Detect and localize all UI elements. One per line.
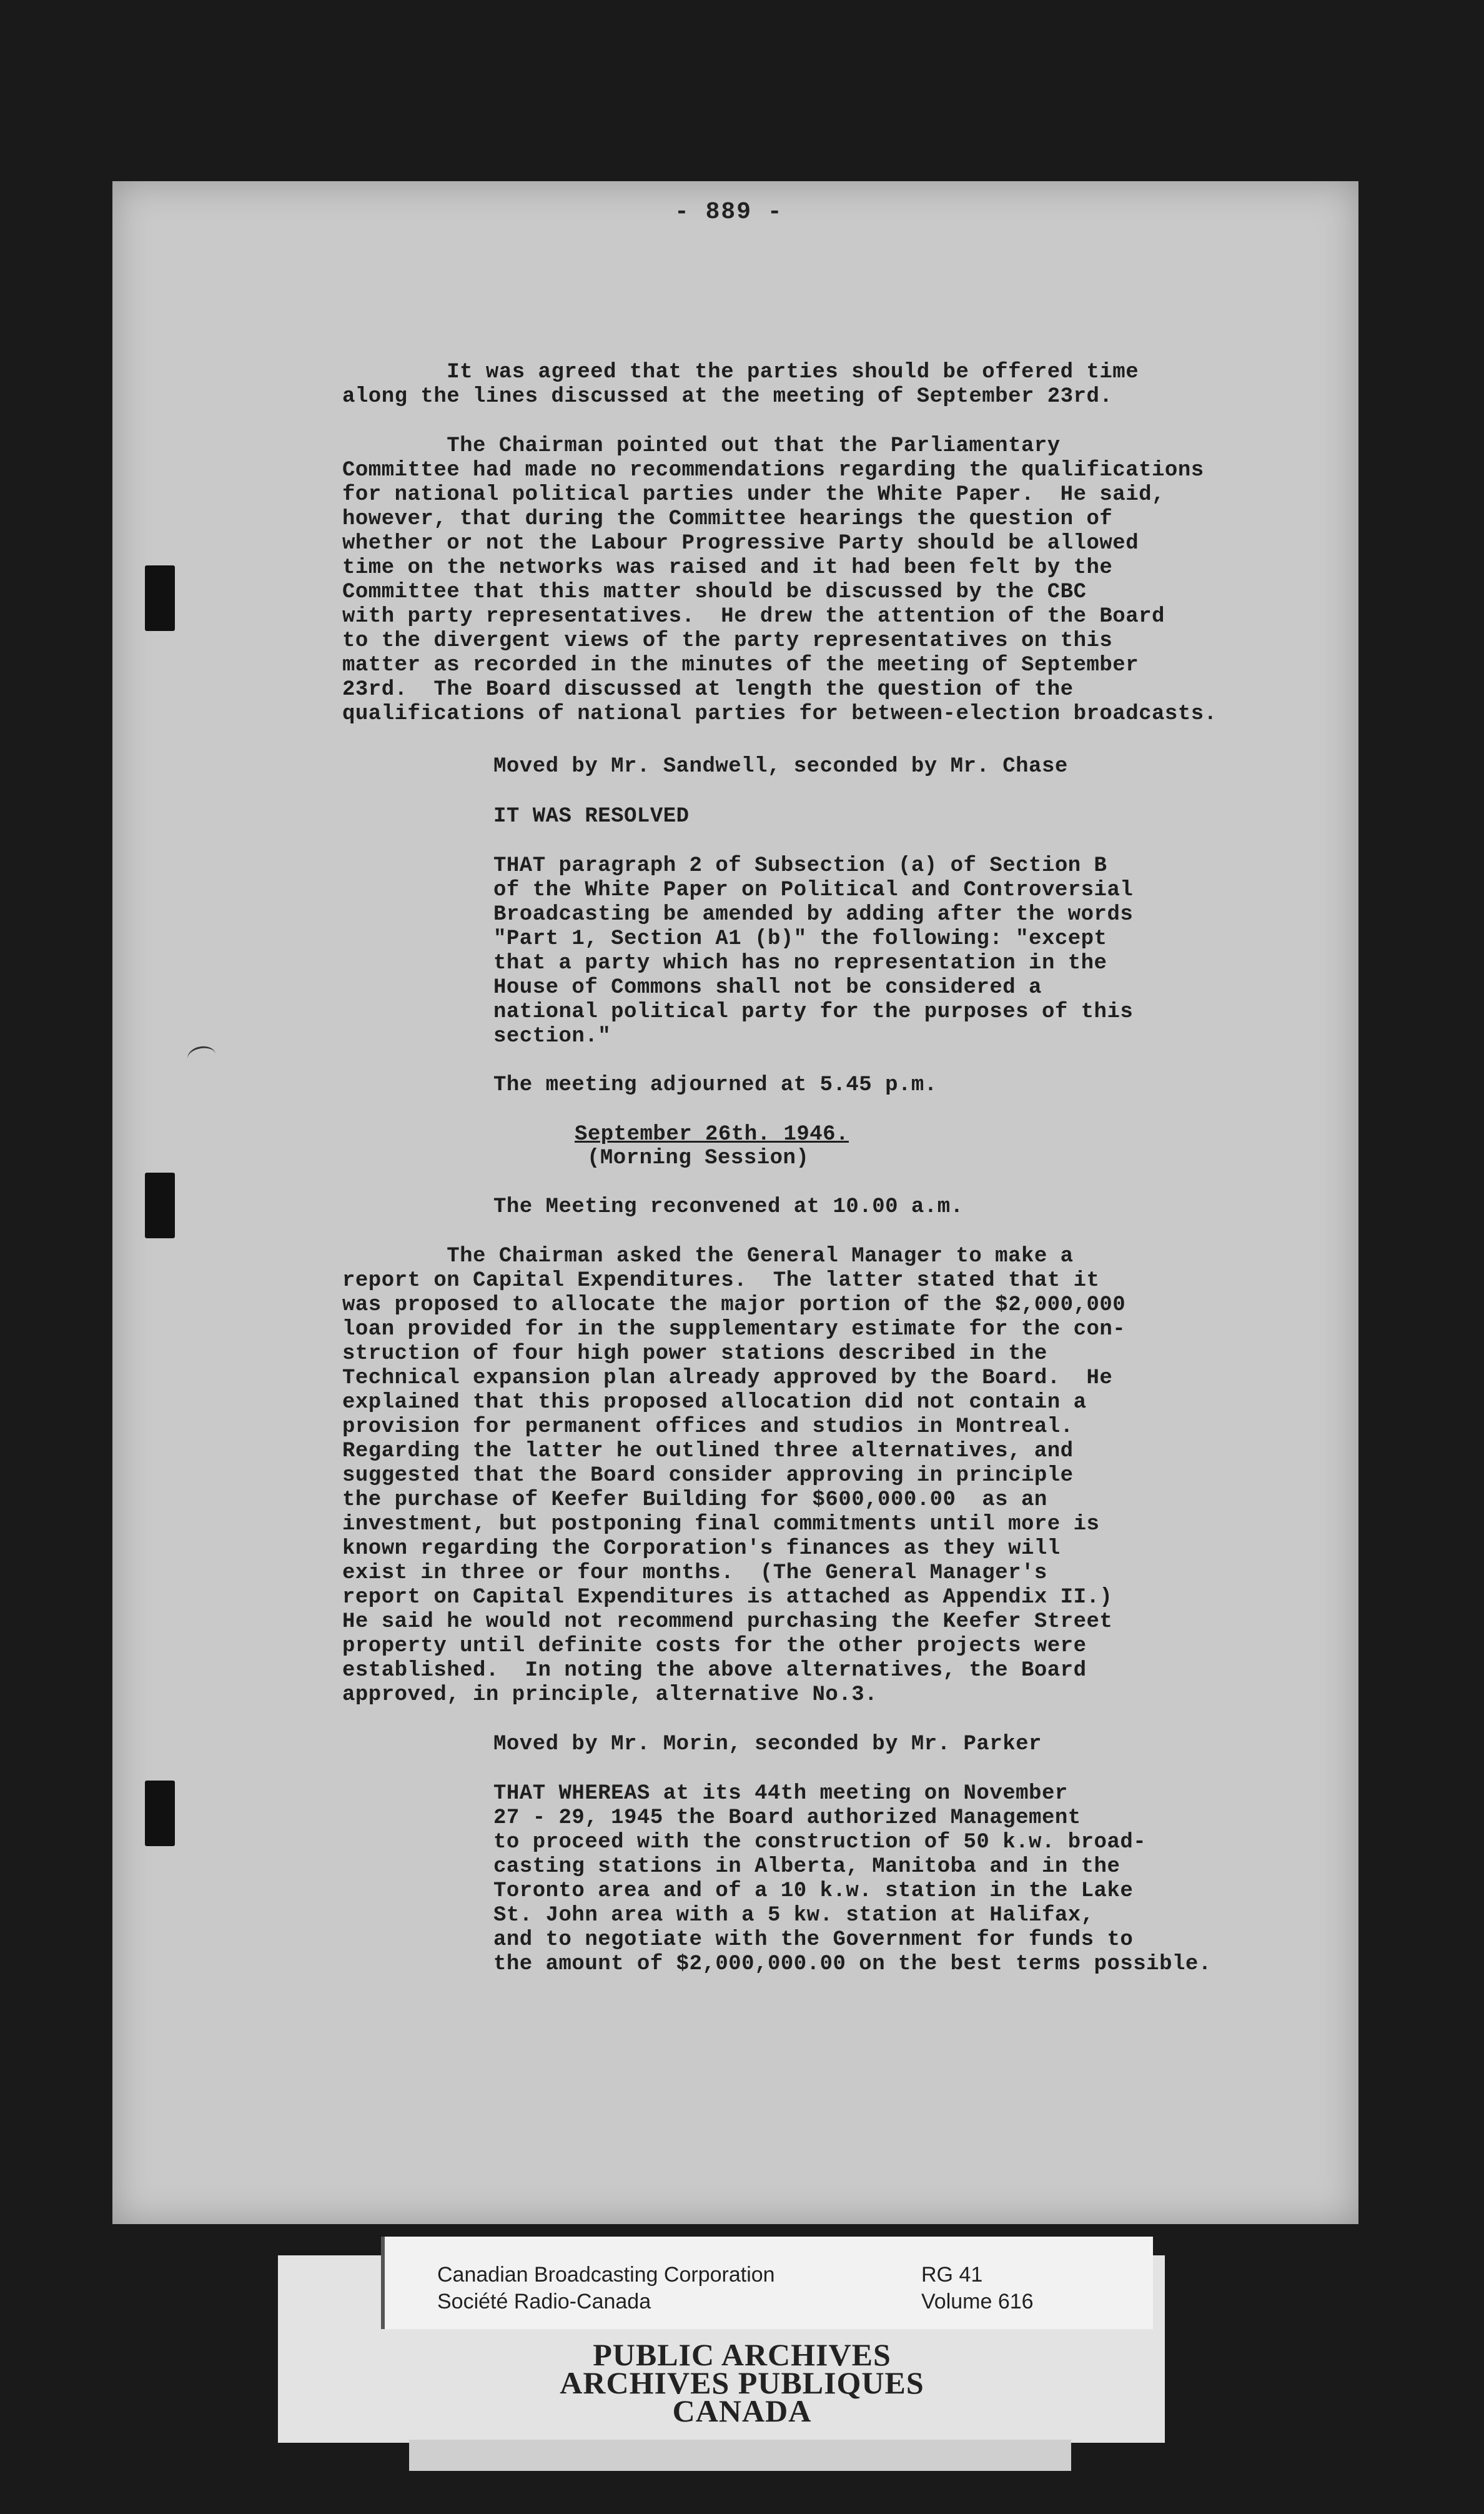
resolution-text: THAT paragraph 2 of Subsection (a) of Section B of the White Paper on Political and Controversial Broadcasting be amended by adding after the words "Part 1, Section A1 (b)" the following: "except that a party which has no representation in the House of Commons shall not be considered a national political party for the purposes of this section."	[493, 854, 1134, 1048]
page-number: - 889 -	[675, 199, 783, 226]
adjourned-line: The meeting adjourned at 5.45 p.m.	[493, 1073, 937, 1097]
bottom-strip	[409, 2440, 1071, 2471]
motion-morin: Moved by Mr. Morin, seconded by Mr. Parker	[493, 1732, 1042, 1756]
punch-hole-bottom	[145, 1781, 175, 1846]
paragraph-capital-expenditures: The Chairman asked the General Manager to make a report on Capital Expenditures. The latter stated that it was proposed to allocate the major portion of the $2,000,000 loan provided for in the supplementary estimate for the con- struction of four high power stations described in the Technical expansion plan already approved by the Board. He explained that this proposed allocation did not contain a provision for permanent offices and studios in Montreal. Regarding the latter he outlined three alternatives, and suggested that the Board consider approving in principle the purchase of Keefer Building for $600,000.00 as an investment, but postponing final commitments until more is known regarding the Corporation's finances as they will exist in three or four months. (The General Manager's report on Capital Expenditures is attached as Appendix II.) He said he would not recommend purchasing the Keefer Street property until definite costs for the other projects were established. In noting the above alternatives, the Board approved, in principle, alternative No.3.	[342, 1245, 1126, 1707]
punch-hole-top	[145, 565, 175, 631]
session-date-heading: September 26th. 1946.	[575, 1123, 849, 1146]
paragraph-chairman-qualifications: The Chairman pointed out that the Parliamentary Committee had made no recommendations regarding the qualifications for national political parties under the White Paper. He said, however, that during the Committee hearings the question of whether or not the Labour Progressive Party should be allowed time on the networks was raised and it had been felt by the Committee that this matter should be discussed by the CBC with party representatives. He drew the attention of the Board to the divergent views of the party representatives on this matter as recorded in the minutes of the meeting of September 23rd. The Board discussed at length the question of the qualifications of national parties for between-election broadcasts.	[342, 434, 1217, 726]
archives-line-2: ARCHIVES PUBLIQUES	[560, 2365, 924, 2400]
session-type-heading: (Morning Session)	[587, 1146, 809, 1170]
record-group: RG 41	[921, 2263, 983, 2287]
org-name-french: Société Radio-Canada	[437, 2290, 651, 2313]
resolved-heading: IT WAS RESOLVED	[493, 805, 690, 828]
org-name-english: Canadian Broadcasting Corporation	[437, 2263, 775, 2287]
volume-number: Volume 616	[921, 2290, 1034, 2313]
whereas-resolution: THAT WHEREAS at its 44th meeting on November 27 - 29, 1945 the Board authorized Management to proceed with the construction of 50 k.w. broad- casting stations in Alberta, Manitoba and in the Toronto area and of a 10 k.w. station in the Lake St. John area with a 5 kw. station at Halifax, and to negotiate with the Government for funds to the amount of $2,000,000.00 on the best terms possible.	[493, 1782, 1212, 1976]
archives-line-1: PUBLIC ARCHIVES	[593, 2337, 891, 2372]
reconvened-line: The Meeting reconvened at 10.00 a.m.	[493, 1195, 964, 1219]
motion-sandwell: Moved by Mr. Sandwell, seconded by Mr. Chase	[493, 755, 1068, 778]
paragraph-agreement: It was agreed that the parties should be offered time along the lines discussed at the meeting of September 23rd.	[342, 360, 1139, 409]
punch-hole-middle	[145, 1173, 175, 1238]
archives-line-3: CANADA	[672, 2393, 812, 2428]
